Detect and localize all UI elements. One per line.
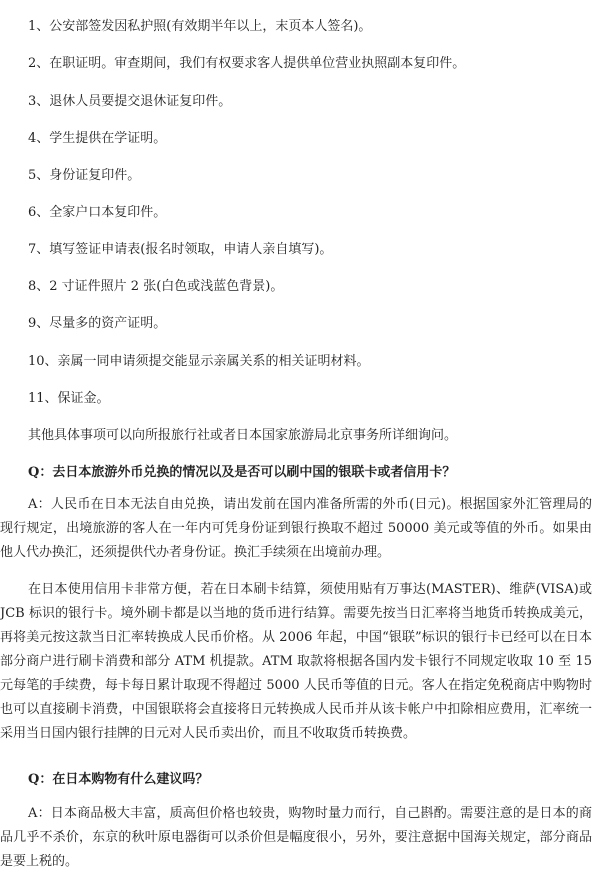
faq-answer-paragraph: A：日本商品极大丰富，质高但价格也较贵，购物时量力而行，自己斟酌。需要注意的是日本的商品几乎不杀价，东京的秋叶原电器街可以杀价但是幅度很小，另外，要注意据中国海关规定，部分商品是要上税的。 xyxy=(0,806,592,869)
faq-question-shopping: Q：在日本购物有什么建议吗？ xyxy=(28,772,209,787)
requirement-item: 5、身份证复印件。 xyxy=(28,168,141,183)
faq-answer-paragraph: 在日本使用信用卡非常方便，若在日本刷卡结算，须使用贴有万事达(MASTER)、维萨(VISA)或 JCB 标识的银行卡。境外刷卡都是以当地的货币进行结算。需要先按当日汇率将当地货币转换成美元，再将美元按这款当日汇率转换成人民币价格。从 2006 年起，中国“银联”标识的银行卡已经可以在日本部分商户进行刷卡消费和部分 ATM 机提款。ATM 取款将根据各国内发卡银行不同规定收取 10 至 15 元每笔的手续费，每卡每日累计取现不得超过 5000 人民币等值的日元。客人在指定免税商店中购物时也可以直接刷卡消费，中国银联将会直接将日元转换成人民币并从该卡帐户中扣除相应费用，汇率统一采用当日国内银行挂牌的日元对人民币卖出价，而且不收取货币转换费。 xyxy=(0,582,592,741)
requirement-item: 8、2 寸证件照片 2 张(白色或浅蓝色背景)。 xyxy=(28,279,284,294)
inquiry-note: 其他具体事项可以向所报旅行社或者日本国家旅游局北京事务所详细询问。 xyxy=(28,428,458,443)
requirement-item: 3、退休人员要提交退休证复印件。 xyxy=(28,94,232,109)
faq-question-currency: Q：去日本旅游外币兑换的情况以及是否可以刷中国的银联卡或者信用卡？ xyxy=(28,465,456,480)
faq-answer-paragraph: A：人民币在日本无法自由兑换，请出发前在国内准备所需的外币(日元)。根据国家外汇管理局的现行规定，出境旅游的客人在一年内可凭身份证到银行换取不超过 50000 美元或等值的外币。如果由他人代办换汇，还须提供代办者身份证。换汇手续须在出境前办理。 xyxy=(0,497,592,560)
requirement-item: 6、全家户口本复印件。 xyxy=(28,205,167,220)
requirement-item: 10、亲属一同申请须提交能显示亲属关系的相关证明材料。 xyxy=(28,354,370,369)
requirement-item: 7、填写签证申请表(报名时领取，申请人亲自填写)。 xyxy=(28,242,333,257)
requirement-item: 2、在职证明。审查期间，我们有权要求客人提供单位营业执照副本复印件。 xyxy=(28,56,466,71)
requirement-item: 11、保证金。 xyxy=(28,391,110,406)
requirement-item: 4、学生提供在学证明。 xyxy=(28,131,167,146)
requirement-item: 9、尽量多的资产证明。 xyxy=(28,316,167,331)
requirement-item: 1、公安部签发因私护照(有效期半年以上，末页本人签名)。 xyxy=(28,19,372,34)
